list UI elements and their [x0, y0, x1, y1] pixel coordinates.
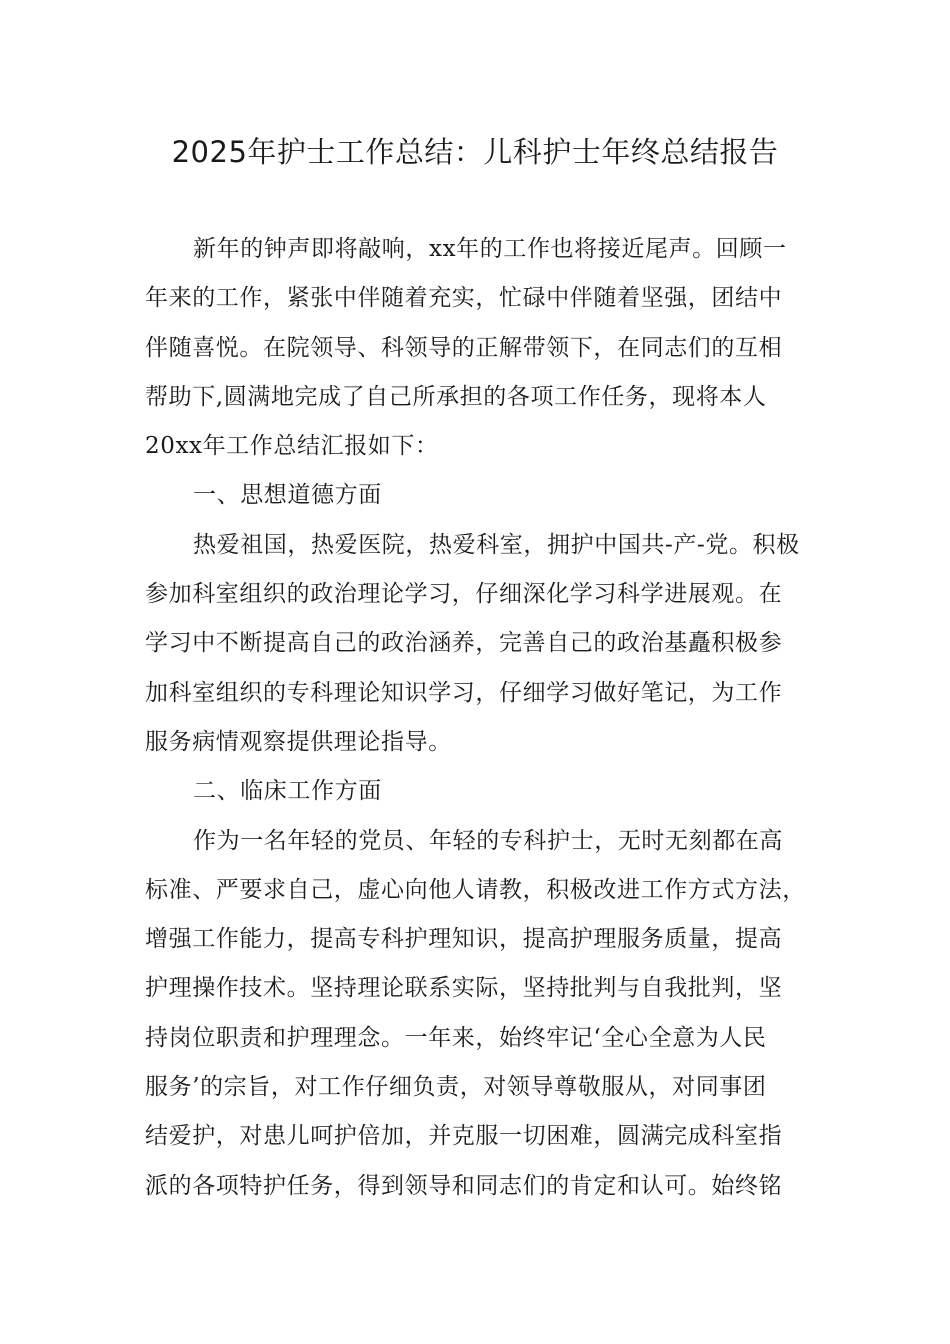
paragraph-line: 年来的工作，紧张中伴随着充实，忙碌中伴随着坚强，团结中: [145, 285, 783, 312]
paragraph-line: 持岗位职责和护理理念。一年来，始终牢记‘全心全意为人民: [145, 1024, 767, 1051]
paragraph-line: 作为一名年轻的党员、年轻的专科护士，无时无刻都在高: [193, 827, 783, 854]
paragraph-line: 标准、严要求自己，虚心向他人请教，积极改进工作方式方法，: [145, 876, 806, 903]
paragraph-line: 服务病情观察提供理论指导。: [145, 728, 452, 755]
paragraph-line: 热爱祖国，热爱医院，热爱科室，拥护中国共-产-党。积极: [193, 531, 800, 558]
paragraph-line: 结爱护，对患儿呵护倍加，并克服一切困难，圆满完成科室指: [145, 1123, 783, 1150]
paragraph-line: 新年的钟声即将敲响，xx年的工作也将接近尾声。回顾一: [193, 236, 787, 262]
paragraph-line: 学习中不断提高自己的政治涵养，完善自己的政治基矗积极参: [145, 630, 783, 657]
document-title: 2025年护士工作总结：儿科护士年终总结报告: [171, 135, 779, 169]
paragraph-line: 伴随喜悦。在院领导、科领导的正解带领下，在同志们的互相: [145, 334, 783, 361]
paragraph-line: 增强工作能力，提高专科护理知识，提高护理服务质量，提高: [145, 926, 783, 953]
section-heading: 一、思想道德方面: [193, 482, 382, 509]
paragraph-line: 派的各项特护任务，得到领导和同志们的肯定和认可。始终铭: [145, 1172, 783, 1199]
section-heading: 二、临床工作方面: [193, 778, 382, 805]
document-body: [145, 225, 817, 1211]
paragraph-line: 参加科室组织的政治理论学习，仔细深化学习科学进展观。在: [145, 581, 783, 608]
paragraph-line: 20xx年工作总结汇报如下：: [145, 433, 439, 460]
paragraph-line: 服务’的宗旨，对工作仔细负责，对领导尊敬服从，对同事团: [145, 1074, 767, 1101]
paragraph-line: 加科室组织的专科理论知识学习，仔细学习做好笔记，为工作: [145, 679, 783, 706]
paragraph-line: 护理操作技术。坚持理论联系实际，坚持批判与自我批判，坚: [145, 975, 783, 1002]
paragraph-line: 帮助下,圆满地完成了自己所承担的各项工作任务，现将本人: [145, 383, 767, 410]
